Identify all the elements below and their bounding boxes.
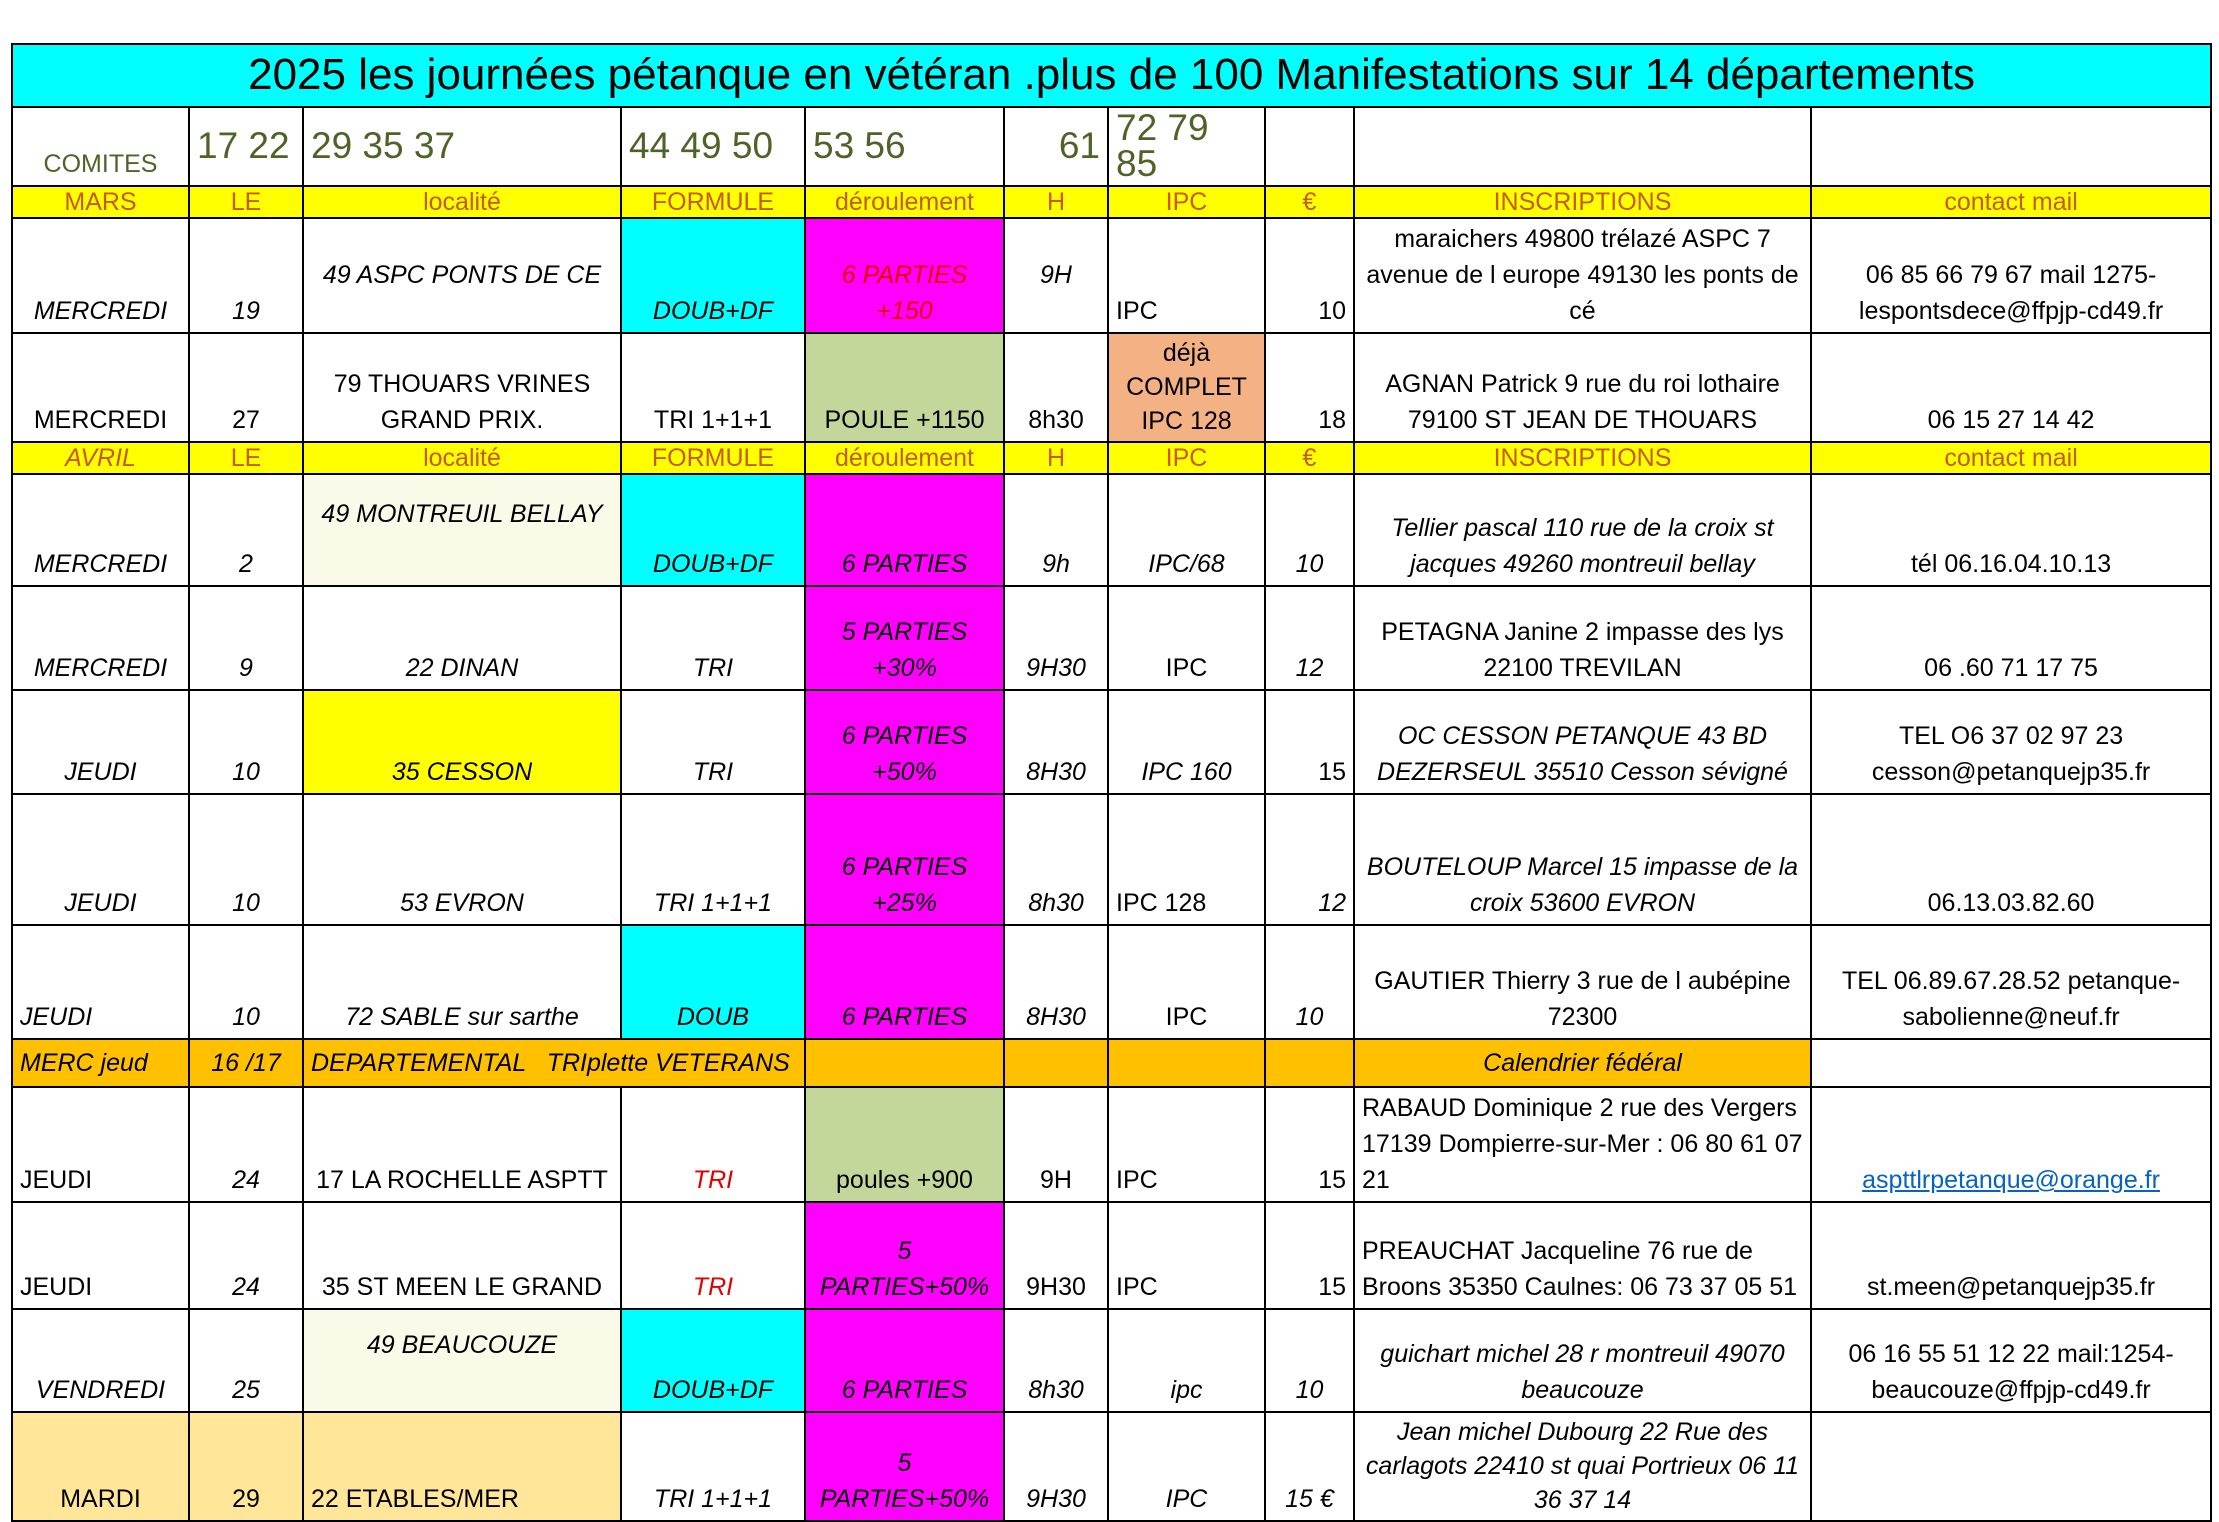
cell-le: 10	[189, 690, 303, 794]
cell-ipc: IPC	[1108, 1087, 1265, 1202]
cell-formule: TRI 1+1+1	[621, 1412, 805, 1521]
table-row	[12, 1309, 2211, 1412]
table-row	[12, 1412, 2211, 1521]
cell-h: 9H	[1004, 218, 1108, 333]
cell-contact	[1811, 1087, 2211, 1202]
cell-h: 8h30	[1004, 1309, 1108, 1412]
cell-formule: TRI 1+1+1	[621, 794, 805, 925]
cell-formule: TRI	[621, 586, 805, 690]
col-header-h: H	[1004, 186, 1108, 218]
event-calendar-sheet	[11, 43, 2210, 1514]
title-row	[12, 44, 2211, 107]
empty-cell	[1004, 1039, 1108, 1087]
table-row	[12, 474, 2211, 586]
table-row	[12, 1087, 2211, 1202]
col-header-ipc: IPC	[1108, 186, 1265, 218]
cell-ipc: IPC 160	[1108, 690, 1265, 794]
cell-h: 9H	[1004, 1087, 1108, 1202]
cell-contact: st.meen@petanquejp35.fr	[1811, 1202, 2211, 1309]
cell-h: 8h30	[1004, 333, 1108, 442]
col-header-localite: localité	[303, 442, 621, 474]
cell-deroulement: 6 PARTIES +50%	[805, 690, 1004, 794]
cell-localite: 49 ASPC PONTS DE CE	[303, 218, 621, 333]
cell-deroulement: POULE +1150	[805, 333, 1004, 442]
comite-group: 29 35 37	[303, 107, 621, 186]
col-header-ipc: IPC	[1108, 442, 1265, 474]
cell-ipc: déjà COMPLET IPC 128	[1108, 333, 1265, 442]
cell-inscriptions: RABAUD Dominique 2 rue des Vergers 17139 Dompierre-sur-Mer : 06 80 61 07 21	[1354, 1087, 1811, 1202]
comites-label: COMITES	[12, 107, 189, 186]
cell-localite: 35 CESSON	[303, 690, 621, 794]
cell-prix: 18	[1265, 333, 1354, 442]
col-header-contact: contact mail	[1811, 186, 2211, 218]
cell-inscriptions: AGNAN Patrick 9 rue du roi lothaire 79100 ST JEAN DE THOUARS	[1354, 333, 1811, 442]
col-header-formule: FORMULE	[621, 442, 805, 474]
table-row	[12, 690, 2211, 794]
col-header-euro: €	[1265, 442, 1354, 474]
cell-contact: 06 .60 71 17 75	[1811, 586, 2211, 690]
cell-le: 2	[189, 474, 303, 586]
header-row-avril	[12, 442, 2211, 474]
comite-group: 61	[1004, 107, 1108, 186]
cell-inscriptions: PETAGNA Janine 2 impasse des lys 22100 TREVILAN	[1354, 586, 1811, 690]
cell-inscriptions: GAUTIER Thierry 3 rue de l aubépine 72300	[1354, 925, 1811, 1039]
cell-contact: 06.13.03.82.60	[1811, 794, 2211, 925]
cell-contact: 06 16 55 51 12 22 mail:1254-beaucouze@ffpjp-cd49.fr	[1811, 1309, 2211, 1412]
col-header-le: LE	[189, 186, 303, 218]
cell-localite: 17 LA ROCHELLE ASPTT	[303, 1087, 621, 1202]
empty-cell	[1108, 1039, 1265, 1087]
header-row-mars	[12, 186, 2211, 218]
cell-prix: 15 €	[1265, 1412, 1354, 1521]
cell-le: 27	[189, 333, 303, 442]
cell-h: 8H30	[1004, 925, 1108, 1039]
cell-localite: 49 BEAUCOUZE	[303, 1309, 621, 1412]
cell-contact: TEL 06.89.67.28.52 petanque-sabolienne@neuf.fr	[1811, 925, 2211, 1039]
cell-le: 29	[189, 1412, 303, 1521]
cell-formule: TRI	[621, 1087, 805, 1202]
table-row	[12, 333, 2211, 442]
cell-ipc: IPC	[1108, 1412, 1265, 1521]
cell-inscriptions: maraichers 49800 trélazé ASPC 7 avenue de l europe 49130 les ponts de cé	[1354, 218, 1811, 333]
col-header-le: LE	[189, 442, 303, 474]
cell-formule: DOUB+DF	[621, 1309, 805, 1412]
cell-formule: TRI 1+1+1	[621, 333, 805, 442]
cell-formule: TRI	[621, 1202, 805, 1309]
cell-localite: DEPARTEMENTAL TRIplette VETERANS	[303, 1039, 805, 1087]
empty-cell	[1811, 107, 2211, 186]
cell-jour: JEUDI	[12, 794, 189, 925]
cell-h: 9H30	[1004, 586, 1108, 690]
col-header-formule: FORMULE	[621, 186, 805, 218]
cell-jour: MERCREDI	[12, 218, 189, 333]
cell-jour: MARDI	[12, 1412, 189, 1521]
empty-cell	[805, 1039, 1004, 1087]
comite-group: 17 22	[189, 107, 303, 186]
cell-deroulement: 6 PARTIES +150	[805, 218, 1004, 333]
cell-contact: TEL O6 37 02 97 23 cesson@petanquejp35.fr	[1811, 690, 2211, 794]
cell-inscriptions: PREAUCHAT Jacqueline 76 rue de Broons 35350 Caulnes: 06 73 37 05 51	[1354, 1202, 1811, 1309]
cell-le: 16 /17	[189, 1039, 303, 1087]
col-header-euro: €	[1265, 186, 1354, 218]
cell-prix: 10	[1265, 218, 1354, 333]
cell-jour: MERCREDI	[12, 474, 189, 586]
cell-jour: JEUDI	[12, 1202, 189, 1309]
cell-jour: MERCREDI	[12, 333, 189, 442]
empty-cell	[1265, 1039, 1354, 1087]
table-row	[12, 794, 2211, 925]
col-header-contact: contact mail	[1811, 442, 2211, 474]
cell-le: 10	[189, 794, 303, 925]
comites-row	[12, 107, 2211, 186]
cell-formule: DOUB+DF	[621, 218, 805, 333]
page-title: 2025 les journées pétanque en vétéran .plus de 100 Manifestations sur 14 départements	[12, 44, 2211, 107]
cell-inscriptions: guichart michel 28 r montreuil 49070 beaucouze	[1354, 1309, 1811, 1412]
month-label: AVRIL	[12, 442, 189, 474]
cell-prix: 12	[1265, 586, 1354, 690]
empty-cell	[1811, 1039, 2211, 1087]
cell-jour: MERCREDI	[12, 586, 189, 690]
table-row	[12, 925, 2211, 1039]
cell-deroulement: 6 PARTIES	[805, 925, 1004, 1039]
cell-localite: 72 SABLE sur sarthe	[303, 925, 621, 1039]
col-header-deroulement: déroulement	[805, 186, 1004, 218]
cell-contact: tél 06.16.04.10.13	[1811, 474, 2211, 586]
month-label: MARS	[12, 186, 189, 218]
cell-contact: 06 85 66 79 67 mail 1275-lespontsdece@ffpjp-cd49.fr	[1811, 218, 2211, 333]
cell-inscriptions: BOUTELOUP Marcel 15 impasse de la croix 53600 EVRON	[1354, 794, 1811, 925]
col-header-deroulement: déroulement	[805, 442, 1004, 474]
cell-deroulement: 5 PARTIES+50%	[805, 1412, 1004, 1521]
cell-prix: 15	[1265, 1087, 1354, 1202]
cell-localite: 22 ETABLES/MER	[303, 1412, 621, 1521]
cell-ipc: IPC 128	[1108, 794, 1265, 925]
cell-inscriptions: OC CESSON PETANQUE 43 BD DEZERSEUL 35510 Cesson sévigné	[1354, 690, 1811, 794]
cell-jour: VENDREDI	[12, 1309, 189, 1412]
table-row	[12, 218, 2211, 333]
cell-localite: 22 DINAN	[303, 586, 621, 690]
cell-prix: 15	[1265, 1202, 1354, 1309]
cell-jour: JEUDI	[12, 1087, 189, 1202]
cell-localite: 53 EVRON	[303, 794, 621, 925]
cell-contact: 06 15 27 14 42	[1811, 333, 2211, 442]
cell-formule: TRI	[621, 690, 805, 794]
cell-localite: 49 MONTREUIL BELLAY	[303, 474, 621, 586]
cell-prix: 10	[1265, 474, 1354, 586]
cell-ipc: IPC	[1108, 586, 1265, 690]
cell-ipc: IPC	[1108, 1202, 1265, 1309]
col-header-inscriptions: INSCRIPTIONS	[1354, 442, 1811, 474]
cell-deroulement: 6 PARTIES	[805, 474, 1004, 586]
contact-email-link[interactable]: aspttlrpetanque@orange.fr	[1862, 1166, 2160, 1194]
cell-inscriptions: Jean michel Dubourg 22 Rue des carlagots 22410 st quai Portrieux 06 11 36 37 14	[1354, 1412, 1811, 1521]
cell-jour: MERC jeud	[12, 1039, 189, 1087]
cell-prix: 10	[1265, 1309, 1354, 1412]
cell-deroulement: 5 PARTIES +30%	[805, 586, 1004, 690]
empty-cell	[1354, 107, 1811, 186]
cell-prix: 12	[1265, 794, 1354, 925]
cell-localite: 35 ST MEEN LE GRAND	[303, 1202, 621, 1309]
cell-formule: DOUB	[621, 925, 805, 1039]
cell-h: 8h30	[1004, 794, 1108, 925]
events-table	[11, 43, 2212, 1522]
cell-le: 24	[189, 1202, 303, 1309]
cell-le: 25	[189, 1309, 303, 1412]
col-header-inscriptions: INSCRIPTIONS	[1354, 186, 1811, 218]
cell-inscriptions: Calendrier fédéral	[1354, 1039, 1811, 1087]
cell-ipc: IPC/68	[1108, 474, 1265, 586]
cell-ipc: ipc	[1108, 1309, 1265, 1412]
cell-le: 9	[189, 586, 303, 690]
cell-le: 19	[189, 218, 303, 333]
cell-deroulement: 6 PARTIES	[805, 1309, 1004, 1412]
cell-deroulement: 6 PARTIES +25%	[805, 794, 1004, 925]
table-row	[12, 586, 2211, 690]
col-header-localite: localité	[303, 186, 621, 218]
cell-ipc: IPC	[1108, 925, 1265, 1039]
cell-formule: DOUB+DF	[621, 474, 805, 586]
cell-h: 9H30	[1004, 1202, 1108, 1309]
cell-deroulement: poules +900	[805, 1087, 1004, 1202]
empty-cell	[1265, 107, 1354, 186]
cell-jour: JEUDI	[12, 925, 189, 1039]
cell-jour: JEUDI	[12, 690, 189, 794]
cell-prix: 15	[1265, 690, 1354, 794]
cell-le: 24	[189, 1087, 303, 1202]
comite-group: 72 79 85	[1108, 107, 1265, 186]
table-row	[12, 1202, 2211, 1309]
col-header-h: H	[1004, 442, 1108, 474]
comite-group: 53 56	[805, 107, 1004, 186]
cell-ipc: IPC	[1108, 218, 1265, 333]
comite-group: 44 49 50	[621, 107, 805, 186]
cell-le: 10	[189, 925, 303, 1039]
cell-inscriptions: Tellier pascal 110 rue de la croix st jacques 49260 montreuil bellay	[1354, 474, 1811, 586]
cell-h: 9H30	[1004, 1412, 1108, 1521]
cell-h: 9h	[1004, 474, 1108, 586]
cell-contact	[1811, 1412, 2211, 1521]
cell-prix: 10	[1265, 925, 1354, 1039]
cell-h: 8H30	[1004, 690, 1108, 794]
table-row	[12, 1039, 2211, 1087]
cell-deroulement: 5 PARTIES+50%	[805, 1202, 1004, 1309]
cell-localite: 79 THOUARS VRINES GRAND PRIX.	[303, 333, 621, 442]
